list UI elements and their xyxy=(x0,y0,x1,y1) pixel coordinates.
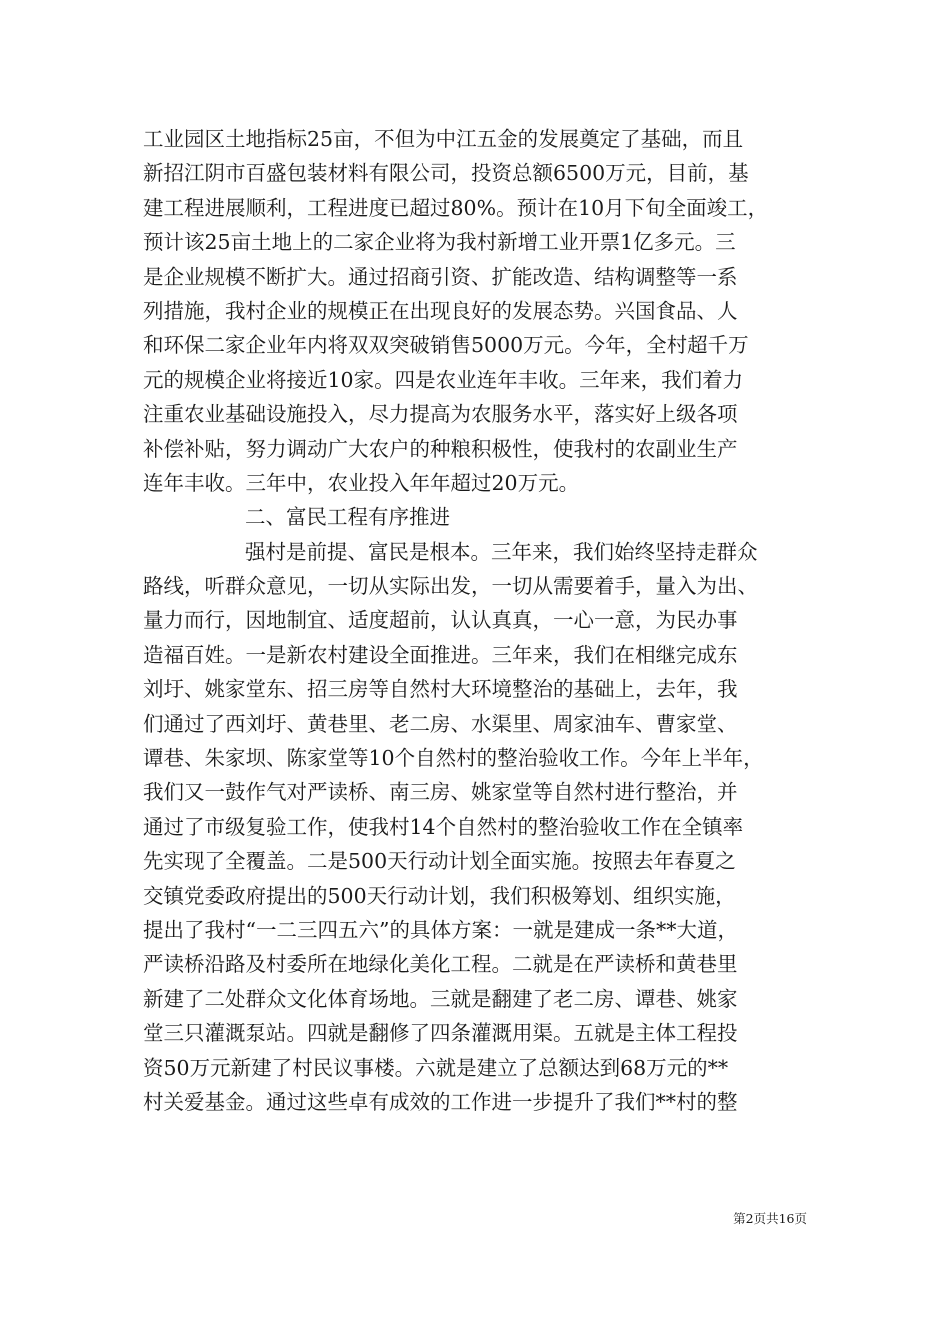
text-line: 连年丰收。三年中，农业投入年年超过20万元。 xyxy=(143,470,580,495)
text-line: 新招江阴市百盛包装材料有限公司，投资总额6500万元，目前，基 xyxy=(143,161,749,186)
text-line: 补偿补贴，努力调动广大农户的种粮积极性，使我村的农副业生产 xyxy=(143,436,738,461)
section-heading: 二、富民工程有序推进 xyxy=(245,505,450,530)
text-line: 元的规模企业将接近10家。四是农业连年丰收。三年来，我们着力 xyxy=(143,367,744,392)
body-text xyxy=(143,122,833,1119)
text-line: 堂三只灌溉泵站。四就是翻修了四条灌溉用渠。五就是主体工程投 xyxy=(143,1021,738,1046)
text-line: 列措施，我村企业的规模正在出现良好的发展态势。兴国食品、人 xyxy=(143,298,738,323)
page-footer xyxy=(0,1209,807,1227)
text-line: 造福百姓。一是新农村建设全面推进。三年来，我们在相继完成东 xyxy=(143,642,738,667)
text-line: 工业园区土地指标25亩，不但为中江五金的发展奠定了基础，而且 xyxy=(143,127,744,151)
text-line: 资50万元新建了村民议事楼。六就是建立了总额达到68万元的** xyxy=(143,1055,729,1080)
text-line: 是企业规模不断扩大。通过招商引资、扩能改造、结构调整等一系 xyxy=(143,264,738,289)
text-line: 我们又一鼓作气对严读桥、南三房、姚家堂等自然村进行整治，并 xyxy=(143,780,738,805)
text-line: 强村是前提、富民是根本。三年来，我们始终坚持走群众 xyxy=(245,539,758,564)
text-line: 村关爱基金。通过这些卓有成效的工作进一步提升了我们**村的整 xyxy=(143,1089,738,1114)
text-line: 量力而行，因地制宜、适度超前，认认真真，一心一意，为民办事 xyxy=(143,608,738,633)
text-line: 严读桥沿路及村委所在地绿化美化工程。二就是在严读桥和黄巷里 xyxy=(143,952,738,977)
text-line: 和环保二家企业年内将双双突破销售5000万元。今年，全村超千万 xyxy=(143,333,749,358)
page-number-label: 第2页共16页 xyxy=(733,1211,807,1226)
text-line: 通过了市级复验工作，使我村14个自然村的整治验收工作在全镇率 xyxy=(143,814,744,839)
text-line: 路线，听群众意见，一切从实际出发，一切从需要着手，量入为出、 xyxy=(143,574,758,599)
text-line: 新建了二处群众文化体育场地。三就是翻建了老二房、谭巷、姚家 xyxy=(143,986,738,1011)
text-line: 预计该25亩土地上的二家企业将为我村新增工业开票1亿多元。三 xyxy=(143,230,736,255)
text-line: 提出了我村“一二三四五六”的具体方案：一就是建成一条**大道， xyxy=(143,917,738,942)
text-line: 注重农业基础设施投入，尽力提高为农服务水平，落实好上级各项 xyxy=(143,402,738,427)
text-line: 谭巷、朱家坝、陈家堂等10个自然村的整治验收工作。今年上半年， xyxy=(143,746,764,771)
text-line: 交镇党委政府提出的500天行动计划，我们积极筹划、组织实施， xyxy=(143,883,736,908)
text-line: 刘圩、姚家堂东、招三房等自然村大环境整治的基础上，去年，我 xyxy=(143,677,738,702)
text-line: 们通过了西刘圩、黄巷里、老二房、水渠里、周家油车、曹家堂、 xyxy=(143,711,738,736)
text-line: 建工程进展顺利，工程进度已超过80%。预计在10月下旬全面竣工， xyxy=(143,195,769,220)
text-line: 先实现了全覆盖。二是500天行动计划全面实施。按照去年春夏之 xyxy=(143,849,736,874)
